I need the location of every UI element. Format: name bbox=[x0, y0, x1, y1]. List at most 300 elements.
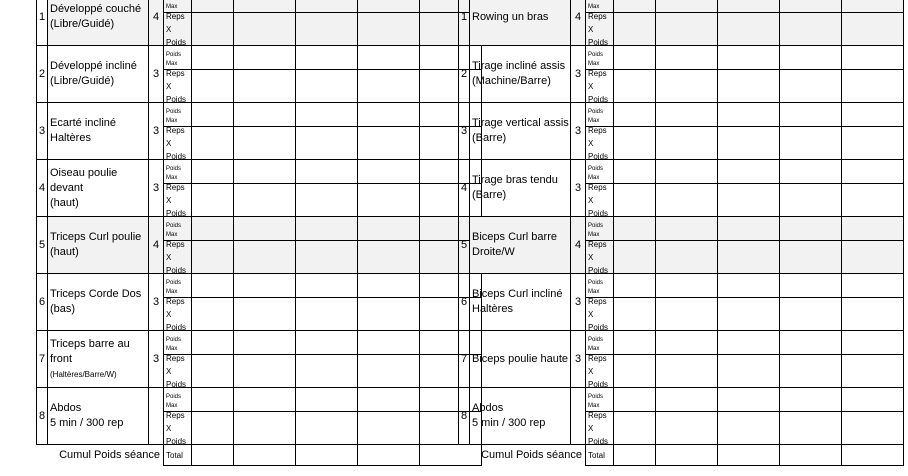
max-weight-entry[interactable] bbox=[296, 0, 357, 13]
max-weight-entry[interactable] bbox=[780, 217, 841, 241]
set-entry-cell[interactable] bbox=[296, 331, 358, 388]
reps-weight-entry[interactable] bbox=[614, 241, 655, 273]
exercise-name bbox=[470, 217, 571, 274]
reps-weight-entry[interactable] bbox=[234, 298, 295, 330]
max-weight-entry[interactable] bbox=[614, 46, 655, 70]
max-weight-entry[interactable] bbox=[614, 160, 655, 184]
max-weight-entry[interactable] bbox=[718, 103, 779, 127]
cumul-row bbox=[37, 445, 482, 466]
reps-weight-entry[interactable] bbox=[192, 184, 233, 216]
max-weight-entry[interactable] bbox=[358, 103, 419, 127]
reps-weight-entry[interactable] bbox=[358, 13, 419, 45]
reps-weight-entry[interactable] bbox=[718, 70, 779, 102]
reps-weight-entry[interactable] bbox=[842, 298, 903, 330]
exercise-name-line: Droite/W bbox=[472, 246, 515, 258]
max-weight-entry[interactable] bbox=[656, 331, 717, 355]
set-entry-cell[interactable] bbox=[614, 160, 656, 217]
set-entry-cell[interactable] bbox=[296, 0, 358, 46]
set-entry-cell[interactable] bbox=[656, 103, 718, 160]
reps-weight-entry[interactable] bbox=[234, 355, 295, 387]
max-weight-entry[interactable] bbox=[296, 103, 357, 127]
set-entry-cell[interactable] bbox=[614, 388, 656, 445]
reps-weight-entry[interactable] bbox=[614, 70, 655, 102]
reps-weight-entry[interactable] bbox=[718, 13, 779, 45]
reps-weight-label-line1: Reps X bbox=[166, 410, 185, 433]
reps-weight-entry[interactable] bbox=[842, 70, 903, 102]
row-labels bbox=[164, 331, 192, 388]
set-entry-cell[interactable] bbox=[358, 46, 420, 103]
max-weight-entry[interactable] bbox=[718, 388, 779, 412]
sets-count: 4 bbox=[149, 217, 164, 274]
exercise-name-line: Développé couché bbox=[50, 3, 142, 15]
reps-weight-entry[interactable] bbox=[780, 127, 841, 159]
set-entry-cell[interactable] bbox=[614, 0, 656, 46]
reps-weight-entry[interactable] bbox=[718, 127, 779, 159]
reps-weight-label-line2: Poids bbox=[166, 208, 187, 218]
row-labels bbox=[586, 274, 614, 331]
exercise-name bbox=[48, 160, 149, 217]
reps-weight-entry[interactable] bbox=[656, 13, 717, 45]
exercise-row bbox=[459, 388, 904, 445]
set-entry-cell[interactable] bbox=[358, 217, 420, 274]
max-weight-entry[interactable] bbox=[234, 331, 295, 355]
set-entry-cell[interactable] bbox=[192, 217, 234, 274]
reps-weight-entry[interactable] bbox=[192, 241, 233, 273]
set-entry-cell[interactable] bbox=[656, 388, 718, 445]
max-weight-entry[interactable] bbox=[192, 46, 233, 70]
set-entry-cell[interactable] bbox=[718, 217, 780, 274]
reps-weight-entry[interactable] bbox=[614, 13, 655, 45]
set-entry-cell[interactable] bbox=[358, 331, 420, 388]
set-entry-cell[interactable] bbox=[296, 274, 358, 331]
exercise-name-line: Ecarté incliné bbox=[50, 117, 117, 129]
max-weight-label-line1: Poids bbox=[588, 337, 604, 343]
reps-weight-entry[interactable] bbox=[842, 355, 903, 387]
reps-weight-entry[interactable] bbox=[656, 355, 717, 387]
set-entry-cell[interactable] bbox=[614, 46, 656, 103]
set-entry-cell[interactable] bbox=[718, 103, 780, 160]
reps-weight-entry[interactable] bbox=[358, 298, 419, 330]
reps-weight-label-line1: Reps X bbox=[588, 125, 607, 148]
set-entry-cell[interactable] bbox=[842, 388, 904, 445]
max-weight-label-line2: Max bbox=[588, 232, 600, 238]
reps-weight-entry[interactable] bbox=[718, 184, 779, 216]
reps-weight-entry[interactable] bbox=[296, 13, 357, 45]
max-weight-entry[interactable] bbox=[296, 46, 357, 70]
set-entry-cell[interactable] bbox=[234, 388, 296, 445]
set-entry-cell[interactable] bbox=[234, 46, 296, 103]
reps-weight-entry[interactable] bbox=[358, 70, 419, 102]
reps-weight-entry[interactable] bbox=[192, 355, 233, 387]
set-entry-cell[interactable] bbox=[842, 217, 904, 274]
max-weight-entry[interactable] bbox=[192, 103, 233, 127]
max-weight-entry[interactable] bbox=[842, 217, 903, 241]
set-entry-cell[interactable] bbox=[358, 274, 420, 331]
row-labels bbox=[586, 0, 614, 46]
reps-weight-entry[interactable] bbox=[296, 70, 357, 102]
max-weight-entry[interactable] bbox=[718, 46, 779, 70]
reps-weight-label bbox=[164, 127, 191, 159]
reps-weight-entry[interactable] bbox=[296, 127, 357, 159]
set-entry-cell[interactable] bbox=[656, 217, 718, 274]
max-weight-entry[interactable] bbox=[296, 274, 357, 298]
sets-count: 3 bbox=[149, 160, 164, 217]
max-weight-entry[interactable] bbox=[656, 103, 717, 127]
max-weight-entry[interactable] bbox=[614, 388, 655, 412]
max-weight-entry[interactable] bbox=[614, 217, 655, 241]
reps-weight-entry[interactable] bbox=[718, 355, 779, 387]
reps-weight-entry[interactable] bbox=[358, 355, 419, 387]
max-weight-entry[interactable] bbox=[780, 103, 841, 127]
set-entry-cell[interactable] bbox=[234, 274, 296, 331]
max-weight-entry[interactable] bbox=[718, 217, 779, 241]
reps-weight-entry[interactable] bbox=[614, 184, 655, 216]
max-weight-label-line1: Poids bbox=[166, 280, 182, 286]
reps-weight-entry[interactable] bbox=[296, 241, 357, 273]
set-entry-cell[interactable] bbox=[656, 160, 718, 217]
reps-weight-label-line2: Poids bbox=[588, 94, 609, 104]
set-entry-cell[interactable] bbox=[842, 46, 904, 103]
reps-weight-entry[interactable] bbox=[192, 13, 233, 45]
exercise-row bbox=[37, 0, 482, 46]
reps-weight-entry[interactable] bbox=[296, 184, 357, 216]
set-entry-cell[interactable] bbox=[718, 331, 780, 388]
set-entry-cell[interactable] bbox=[358, 388, 420, 445]
reps-weight-entry[interactable] bbox=[656, 184, 717, 216]
max-weight-entry[interactable] bbox=[358, 217, 419, 241]
sets-count: 3 bbox=[571, 46, 586, 103]
max-weight-entry[interactable] bbox=[718, 0, 779, 13]
reps-weight-label bbox=[164, 355, 191, 387]
reps-weight-entry[interactable] bbox=[842, 184, 903, 216]
set-entry-cell[interactable] bbox=[718, 46, 780, 103]
max-weight-entry[interactable] bbox=[358, 46, 419, 70]
exercise-number: 5 bbox=[37, 217, 48, 274]
max-weight-entry[interactable] bbox=[842, 160, 903, 184]
reps-weight-entry[interactable] bbox=[718, 298, 779, 330]
total-entry-cell[interactable] bbox=[614, 445, 656, 466]
max-weight-entry[interactable] bbox=[780, 331, 841, 355]
max-weight-entry[interactable] bbox=[842, 103, 903, 127]
reps-weight-entry[interactable] bbox=[614, 355, 655, 387]
max-weight-entry[interactable] bbox=[780, 274, 841, 298]
max-weight-entry[interactable] bbox=[234, 103, 295, 127]
reps-weight-label bbox=[586, 184, 613, 216]
reps-weight-entry[interactable] bbox=[842, 127, 903, 159]
exercise-number: 8 bbox=[459, 388, 470, 445]
reps-weight-entry[interactable] bbox=[842, 13, 903, 45]
set-entry-cell[interactable] bbox=[296, 103, 358, 160]
max-weight-entry[interactable] bbox=[192, 0, 233, 13]
set-entry-cell[interactable] bbox=[192, 103, 234, 160]
reps-weight-entry[interactable] bbox=[358, 127, 419, 159]
exercise-name-line: Biceps poulie haute bbox=[472, 352, 569, 365]
reps-weight-entry[interactable] bbox=[234, 184, 295, 216]
exercise-name-line: devant bbox=[50, 181, 84, 194]
reps-weight-entry[interactable] bbox=[234, 127, 295, 159]
max-weight-entry[interactable] bbox=[656, 388, 717, 412]
reps-weight-entry[interactable] bbox=[358, 412, 419, 444]
set-entry-cell[interactable] bbox=[296, 388, 358, 445]
exercise-number: 2 bbox=[459, 46, 470, 103]
reps-weight-label-line1: Reps X bbox=[588, 410, 607, 433]
exercise-name bbox=[48, 388, 149, 445]
set-entry-cell[interactable] bbox=[614, 274, 656, 331]
set-entry-cell[interactable] bbox=[192, 160, 234, 217]
max-weight-entry[interactable] bbox=[192, 217, 233, 241]
exercise-name-line: Abdos bbox=[50, 402, 82, 414]
reps-weight-entry[interactable] bbox=[614, 298, 655, 330]
reps-weight-label-line2: Poids bbox=[588, 436, 609, 446]
reps-weight-entry[interactable] bbox=[780, 70, 841, 102]
max-weight-entry[interactable] bbox=[296, 160, 357, 184]
row-labels bbox=[164, 46, 192, 103]
max-weight-label-line1: Poids bbox=[588, 394, 604, 400]
max-weight-entry[interactable] bbox=[656, 46, 717, 70]
max-weight-entry[interactable] bbox=[234, 388, 295, 412]
set-entry-cell[interactable] bbox=[614, 217, 656, 274]
exercise-name-line: Triceps Curl poulie bbox=[50, 231, 142, 243]
max-weight-entry[interactable] bbox=[656, 217, 717, 241]
reps-weight-entry[interactable] bbox=[656, 127, 717, 159]
exercise-row bbox=[37, 103, 482, 160]
set-entry-cell[interactable] bbox=[234, 0, 296, 46]
max-weight-entry[interactable] bbox=[296, 331, 357, 355]
set-entry-cell[interactable] bbox=[234, 331, 296, 388]
set-entry-cell[interactable] bbox=[718, 388, 780, 445]
exercise-number: 7 bbox=[37, 331, 48, 388]
set-entry-cell[interactable] bbox=[718, 160, 780, 217]
max-weight-entry[interactable] bbox=[192, 160, 233, 184]
exercise-name bbox=[470, 0, 571, 46]
sets-count: 3 bbox=[571, 274, 586, 331]
set-entry-cell[interactable] bbox=[296, 46, 358, 103]
exercise-row bbox=[37, 217, 482, 274]
reps-weight-entry[interactable] bbox=[234, 13, 295, 45]
max-weight-entry[interactable] bbox=[234, 217, 295, 241]
set-entry-cell[interactable] bbox=[234, 103, 296, 160]
total-entry-cell[interactable] bbox=[780, 445, 842, 466]
total-entry-cell[interactable] bbox=[842, 445, 904, 466]
reps-weight-entry[interactable] bbox=[192, 70, 233, 102]
reps-weight-entry[interactable] bbox=[842, 241, 903, 273]
max-weight-entry[interactable] bbox=[614, 274, 655, 298]
reps-weight-label-line1: Reps X bbox=[166, 296, 185, 319]
max-weight-label-line2: Max bbox=[166, 4, 178, 10]
total-entry-cell[interactable] bbox=[296, 445, 358, 466]
max-weight-entry[interactable] bbox=[296, 217, 357, 241]
exercise-name bbox=[48, 46, 149, 103]
set-entry-cell[interactable] bbox=[192, 388, 234, 445]
exercise-number: 3 bbox=[459, 103, 470, 160]
exercise-number: 3 bbox=[37, 103, 48, 160]
exercise-name bbox=[470, 160, 571, 217]
reps-weight-entry[interactable] bbox=[718, 241, 779, 273]
max-weight-entry[interactable] bbox=[656, 274, 717, 298]
max-weight-entry[interactable] bbox=[718, 274, 779, 298]
total-entry-cell[interactable] bbox=[718, 445, 780, 466]
max-weight-entry[interactable] bbox=[358, 160, 419, 184]
sets-count: 3 bbox=[149, 46, 164, 103]
set-entry-cell[interactable] bbox=[842, 160, 904, 217]
row-labels bbox=[164, 160, 192, 217]
set-entry-cell[interactable] bbox=[234, 160, 296, 217]
set-entry-cell[interactable] bbox=[358, 103, 420, 160]
set-entry-cell[interactable] bbox=[842, 103, 904, 160]
sets-count: 3 bbox=[571, 331, 586, 388]
max-weight-entry[interactable] bbox=[358, 388, 419, 412]
max-weight-entry[interactable] bbox=[614, 103, 655, 127]
max-weight-entry[interactable] bbox=[780, 160, 841, 184]
set-entry-cell[interactable] bbox=[842, 331, 904, 388]
set-entry-cell[interactable] bbox=[842, 274, 904, 331]
set-entry-cell[interactable] bbox=[192, 0, 234, 46]
reps-weight-entry[interactable] bbox=[192, 298, 233, 330]
sets-count bbox=[571, 388, 586, 445]
max-weight-entry[interactable] bbox=[656, 0, 717, 13]
reps-weight-label bbox=[164, 13, 191, 45]
set-entry-cell[interactable] bbox=[234, 217, 296, 274]
max-weight-entry[interactable] bbox=[718, 331, 779, 355]
reps-weight-entry[interactable] bbox=[358, 241, 419, 273]
max-weight-entry[interactable] bbox=[718, 160, 779, 184]
total-entry-cell[interactable] bbox=[234, 445, 296, 466]
reps-weight-label-line2: Poids bbox=[588, 151, 609, 161]
max-weight-entry[interactable] bbox=[842, 388, 903, 412]
reps-weight-label-line1: Reps X bbox=[588, 239, 607, 262]
reps-weight-entry[interactable] bbox=[296, 412, 357, 444]
reps-weight-entry[interactable] bbox=[780, 412, 841, 444]
reps-weight-label bbox=[164, 70, 191, 102]
row-labels bbox=[586, 46, 614, 103]
reps-weight-label bbox=[164, 184, 191, 216]
set-entry-cell[interactable] bbox=[656, 0, 718, 46]
set-entry-cell[interactable] bbox=[780, 160, 842, 217]
reps-weight-entry[interactable] bbox=[780, 13, 841, 45]
reps-weight-entry[interactable] bbox=[656, 70, 717, 102]
set-entry-cell[interactable] bbox=[718, 274, 780, 331]
max-weight-label-line1: Poids bbox=[166, 337, 182, 343]
set-entry-cell[interactable] bbox=[614, 331, 656, 388]
cumul-row bbox=[459, 445, 904, 466]
max-weight-entry[interactable] bbox=[614, 331, 655, 355]
total-entry-cell[interactable] bbox=[192, 445, 234, 466]
set-entry-cell[interactable] bbox=[656, 274, 718, 331]
max-weight-entry[interactable] bbox=[358, 331, 419, 355]
max-weight-entry[interactable] bbox=[192, 388, 233, 412]
max-weight-entry[interactable] bbox=[192, 331, 233, 355]
exercise-name-note: (Haltères/Barre/W) bbox=[50, 369, 117, 379]
max-weight-entry[interactable] bbox=[358, 0, 419, 13]
set-entry-cell[interactable] bbox=[780, 0, 842, 46]
max-weight-entry[interactable] bbox=[842, 331, 903, 355]
reps-weight-entry[interactable] bbox=[234, 412, 295, 444]
reps-weight-entry[interactable] bbox=[192, 127, 233, 159]
total-entry-cell[interactable] bbox=[358, 445, 420, 466]
exercise-name-line: (Machine/Barre) bbox=[472, 75, 551, 87]
max-weight-entry[interactable] bbox=[780, 46, 841, 70]
reps-weight-label-line1: Reps X bbox=[166, 11, 185, 34]
reps-weight-entry[interactable] bbox=[192, 412, 233, 444]
max-weight-entry[interactable] bbox=[234, 0, 295, 13]
max-weight-entry[interactable] bbox=[358, 274, 419, 298]
reps-weight-entry[interactable] bbox=[780, 355, 841, 387]
exercise-name bbox=[470, 388, 571, 445]
set-entry-cell[interactable] bbox=[358, 0, 420, 46]
max-weight-entry[interactable] bbox=[780, 388, 841, 412]
max-weight-entry[interactable] bbox=[656, 160, 717, 184]
set-entry-cell[interactable] bbox=[192, 274, 234, 331]
set-entry-cell[interactable] bbox=[656, 331, 718, 388]
set-entry-cell[interactable] bbox=[780, 274, 842, 331]
set-entry-cell[interactable] bbox=[192, 331, 234, 388]
reps-weight-label-line1: Reps X bbox=[166, 68, 185, 91]
exercise-row bbox=[37, 388, 482, 445]
reps-weight-entry[interactable] bbox=[656, 298, 717, 330]
max-weight-entry[interactable] bbox=[780, 0, 841, 13]
reps-weight-entry[interactable] bbox=[780, 241, 841, 273]
reps-weight-entry[interactable] bbox=[614, 412, 655, 444]
total-label: Total bbox=[586, 445, 614, 466]
exercise-name-line: Rowing un bras bbox=[472, 10, 549, 23]
set-entry-cell[interactable] bbox=[780, 217, 842, 274]
set-entry-cell[interactable] bbox=[780, 331, 842, 388]
reps-weight-entry[interactable] bbox=[296, 355, 357, 387]
set-entry-cell[interactable] bbox=[780, 46, 842, 103]
reps-weight-label-line1: Reps X bbox=[588, 353, 607, 376]
reps-weight-entry[interactable] bbox=[656, 241, 717, 273]
max-weight-entry[interactable] bbox=[234, 160, 295, 184]
set-entry-cell[interactable] bbox=[842, 0, 904, 46]
reps-weight-entry[interactable] bbox=[656, 412, 717, 444]
reps-weight-entry[interactable] bbox=[780, 184, 841, 216]
reps-weight-entry[interactable] bbox=[842, 412, 903, 444]
reps-weight-label bbox=[586, 70, 613, 102]
sets-count: 3 bbox=[571, 103, 586, 160]
max-weight-entry[interactable] bbox=[614, 0, 655, 13]
max-weight-entry[interactable] bbox=[842, 0, 903, 13]
reps-weight-label-line2: Poids bbox=[588, 379, 609, 389]
set-entry-cell[interactable] bbox=[296, 217, 358, 274]
max-weight-entry[interactable] bbox=[234, 46, 295, 70]
max-weight-entry[interactable] bbox=[842, 274, 903, 298]
reps-weight-entry[interactable] bbox=[234, 70, 295, 102]
set-entry-cell[interactable] bbox=[614, 103, 656, 160]
set-entry-cell[interactable] bbox=[656, 46, 718, 103]
reps-weight-entry[interactable] bbox=[718, 412, 779, 444]
reps-weight-entry[interactable] bbox=[614, 127, 655, 159]
max-weight-entry[interactable] bbox=[192, 274, 233, 298]
exercise-number: 5 bbox=[459, 217, 470, 274]
max-weight-entry[interactable] bbox=[842, 46, 903, 70]
reps-weight-label-line1: Reps X bbox=[588, 296, 607, 319]
reps-weight-entry[interactable] bbox=[780, 298, 841, 330]
reps-weight-entry[interactable] bbox=[358, 184, 419, 216]
reps-weight-label bbox=[586, 355, 613, 387]
max-weight-entry[interactable] bbox=[234, 274, 295, 298]
reps-weight-entry[interactable] bbox=[234, 241, 295, 273]
total-entry-cell[interactable] bbox=[656, 445, 718, 466]
set-entry-cell[interactable] bbox=[780, 103, 842, 160]
set-entry-cell[interactable] bbox=[192, 46, 234, 103]
set-entry-cell[interactable] bbox=[296, 160, 358, 217]
max-weight-label-line2: Max bbox=[166, 61, 178, 67]
set-entry-cell[interactable] bbox=[718, 0, 780, 46]
set-entry-cell[interactable] bbox=[780, 388, 842, 445]
set-entry-cell[interactable] bbox=[358, 160, 420, 217]
max-weight-entry[interactable] bbox=[296, 388, 357, 412]
reps-weight-entry[interactable] bbox=[296, 298, 357, 330]
